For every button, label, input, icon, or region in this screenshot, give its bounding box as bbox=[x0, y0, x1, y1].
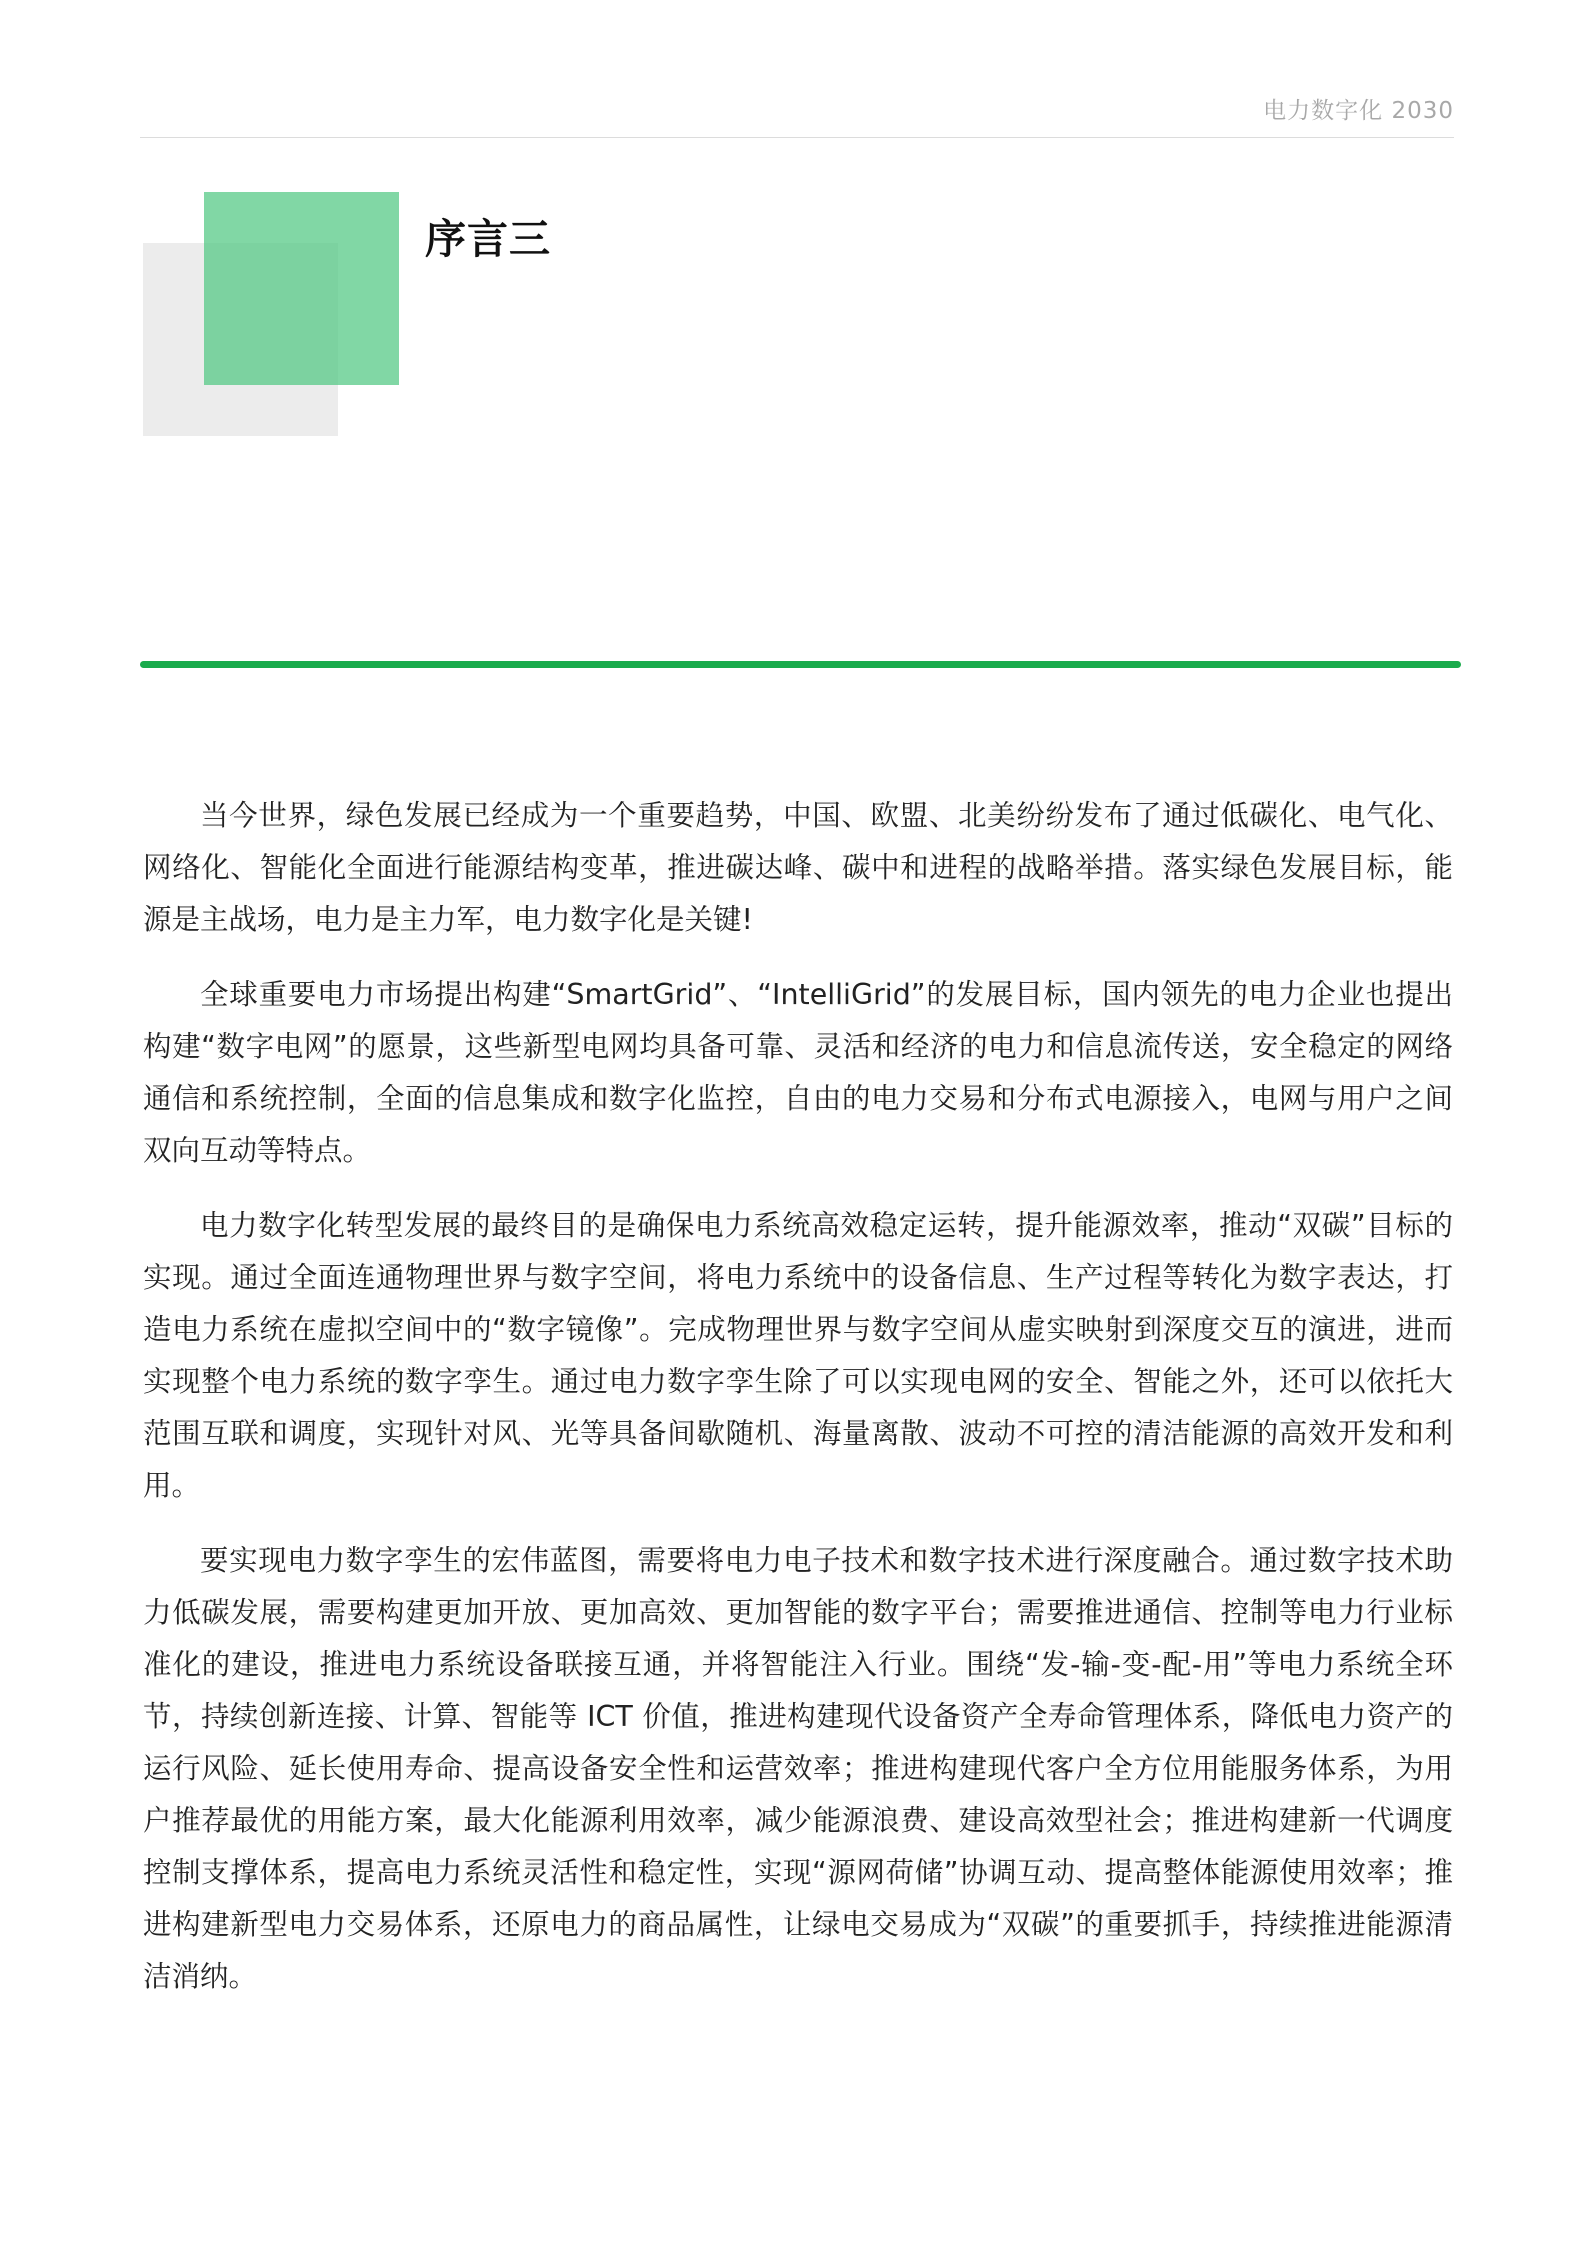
paragraph-2: 全球重要电力市场提出构建“SmartGrid”、“IntelliGrid”的发展目标，国内领先的电力企业也提出构建“数字电网”的愿景，这些新型电网均具备可靠、灵活和经济的电力和信息流传送，安全稳定的网络通信和系统控制，全面的信息集成和数字化监控，自由的电力交易和分布式电源接入，电网与用户之间双向互动等特点。 bbox=[143, 978, 1453, 1167]
decorative-green-square bbox=[204, 192, 399, 385]
paragraph-1: 当今世界，绿色发展已经成为一个重要趋势，中国、欧盟、北美纷纷发布了通过低碳化、电气化、网络化、智能化全面进行能源结构变革，推进碳达峰、碳中和进程的战略举措。落实绿色发展目标，能源是主战场，电力是主力军，电力数字化是关键! bbox=[143, 799, 1453, 936]
green-divider bbox=[140, 661, 1461, 668]
paragraph-4: 要实现电力数字孪生的宏伟蓝图，需要将电力电子技术和数字技术进行深度融合。通过数字技术助力低碳发展，需要构建更加开放、更加高效、更加智能的数字平台；需要推进通信、控制等电力行业标准化的建设，推进电力系统设备联接互通，并将智能注入行业。围绕“发-输-变-配-用”等电力系统全环节，持续创新连接、计算、智能等 ICT 价值，推进构建现代设备资产全寿命管理体系，降低电力资产的运行风险、延长使用寿命、提高设备安全性和运营效率；推进构建现代客户全方位用能服务体系，为用户推荐最优的用能方案，最大化能源利用效率，减少能源浪费、建设高效型社会；推进构建新一代调度控制支撑体系，提高电力系统灵活性和稳定性，实现“源网荷储”协调互动、提高整体能源使用效率；推进构建新型电力交易体系，还原电力的商品属性，让绿电交易成为“双碳”的重要抓手，持续推进能源清洁消纳。 bbox=[143, 1544, 1453, 1993]
header-divider bbox=[140, 137, 1454, 138]
section-title: 序言三 bbox=[425, 215, 551, 263]
body-text bbox=[143, 790, 1453, 2026]
paragraph-3: 电力数字化转型发展的最终目的是确保电力系统高效稳定运转，提升能源效率，推动“双碳”目标的实现。通过全面连通物理世界与数字空间，将电力系统中的设备信息、生产过程等转化为数字表达，打造电力系统在虚拟空间中的“数字镜像”。完成物理世界与数字空间从虚实映射到深度交互的演进，进而实现整个电力系统的数字孪生。通过电力数字孪生除了可以实现电网的安全、智能之外，还可以依托大范围互联和调度，实现针对风、光等具备间歇随机、海量离散、波动不可控的清洁能源的高效开发和利用。 bbox=[143, 1209, 1453, 1502]
running-header-title: 电力数字化 2030 bbox=[1263, 98, 1454, 124]
